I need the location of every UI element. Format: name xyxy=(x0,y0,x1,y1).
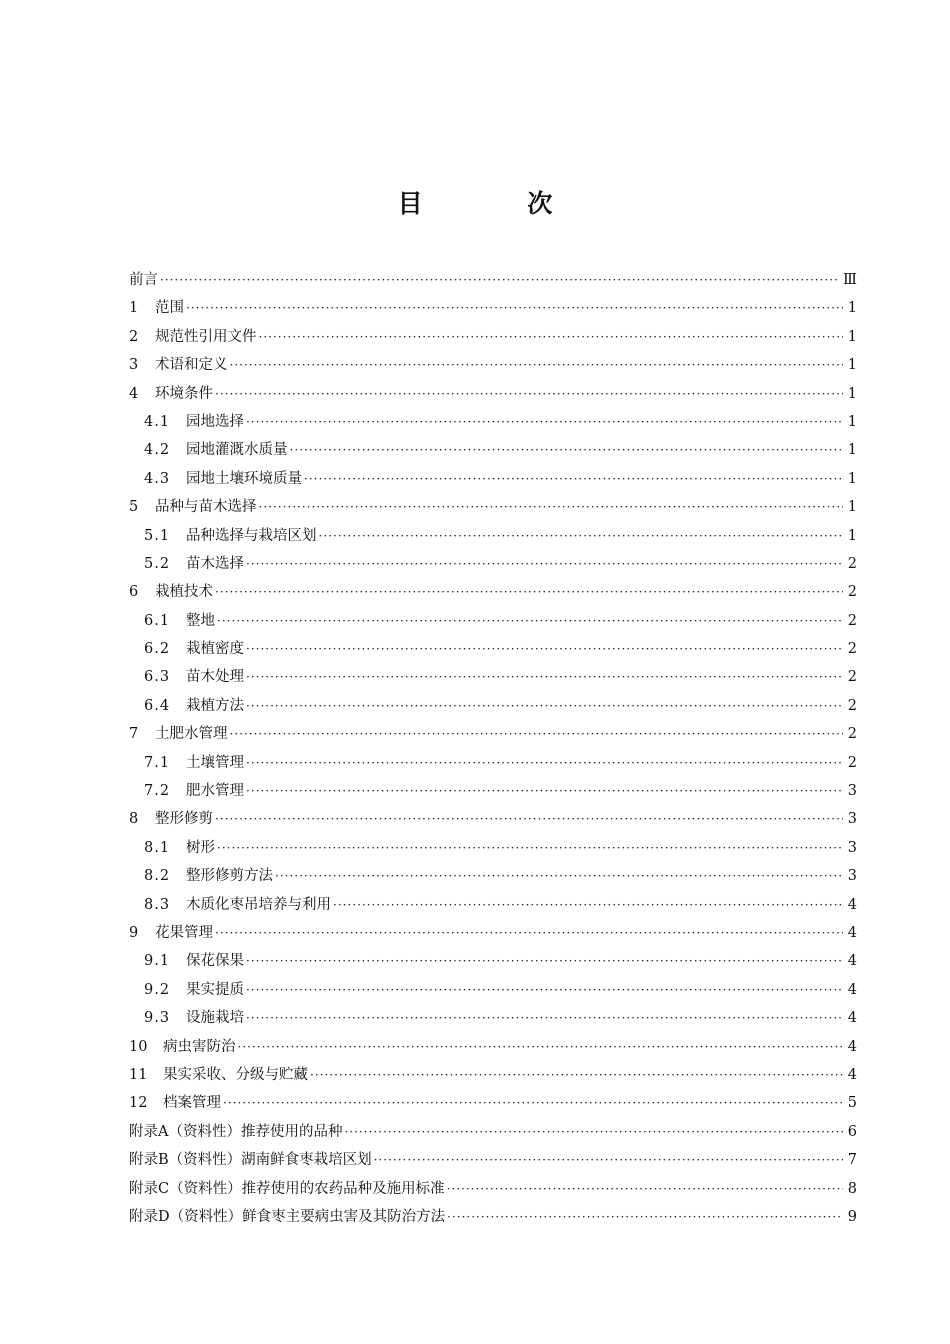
toc-entry-title: 土肥水管理 xyxy=(155,726,228,743)
toc-dot-leader xyxy=(374,1146,843,1174)
toc-entry-number: 8.1 xyxy=(144,839,171,856)
toc-dot-leader xyxy=(447,1203,843,1231)
toc-entry-page-number: 1 xyxy=(847,300,857,317)
toc-entry-title: 附录D（资料性）鲜食枣主要病虫害及其防治方法 xyxy=(129,1208,446,1225)
toc-entry[interactable] xyxy=(129,1004,857,1032)
toc-entry-title: 园地选择 xyxy=(186,413,244,430)
toc-entry[interactable] xyxy=(129,777,857,805)
toc-dot-leader xyxy=(246,550,843,578)
toc-entry-page-number: Ⅲ xyxy=(843,272,857,288)
toc-dot-leader xyxy=(333,891,843,919)
toc-dot-leader xyxy=(217,607,843,635)
toc-entry-page-number: 4 xyxy=(847,1066,857,1083)
toc-dot-leader xyxy=(304,465,843,493)
toc-entry[interactable] xyxy=(129,294,857,322)
toc-entry-page-number: 3 xyxy=(847,811,857,828)
toc-entry-page-number: 1 xyxy=(847,499,857,516)
toc-entry-title: 果实采收、分级与贮藏 xyxy=(163,1066,308,1083)
toc-entry-number: 6.3 xyxy=(144,669,171,686)
toc-dot-leader xyxy=(215,380,843,408)
toc-dot-leader xyxy=(275,862,843,890)
toc-entry-page-number: 2 xyxy=(847,669,857,686)
toc-entry[interactable] xyxy=(129,380,857,408)
toc-entry-page-number: 4 xyxy=(847,924,857,941)
toc-entry-title: 术语和定义 xyxy=(155,357,228,374)
toc-entry-page-number: 2 xyxy=(847,726,857,743)
toc-entry[interactable] xyxy=(129,919,857,947)
toc-entry-title: 规范性引用文件 xyxy=(155,328,257,345)
toc-entry[interactable] xyxy=(129,1089,857,1117)
toc-dot-leader xyxy=(246,408,843,436)
toc-entry-page-number: 3 xyxy=(847,839,857,856)
toc-entry-number: 3 xyxy=(129,357,139,374)
toc-dot-leader xyxy=(215,578,843,606)
toc-entry-title: 土壤管理 xyxy=(186,754,244,771)
toc-entry[interactable] xyxy=(129,323,857,351)
toc-entry-number: 8.3 xyxy=(144,896,171,913)
toc-entry-title: 环境条件 xyxy=(155,385,213,402)
toc-entry-title: 苗木选择 xyxy=(186,555,244,572)
toc-entry-page-number: 2 xyxy=(847,641,857,658)
toc-entry-page-number: 5 xyxy=(847,1095,857,1112)
toc-entry[interactable] xyxy=(129,1203,857,1231)
toc-entry-number: 6 xyxy=(129,584,139,601)
toc-entry[interactable] xyxy=(129,720,857,748)
toc-entry-number: 4.1 xyxy=(144,413,171,430)
toc-dot-leader xyxy=(344,1118,843,1146)
toc-entry-title: 栽植技术 xyxy=(155,584,213,601)
toc-entry[interactable] xyxy=(129,351,857,379)
toc-entry-title: 附录A（资料性）推荐使用的品种 xyxy=(129,1123,343,1140)
toc-dot-leader xyxy=(217,834,843,862)
toc-entry[interactable] xyxy=(129,522,857,550)
toc-entry-number: 4.2 xyxy=(144,442,171,459)
toc-entry[interactable] xyxy=(129,635,857,663)
toc-entry-number: 5 xyxy=(129,499,139,516)
toc-entry-title: 园地灌溉水质量 xyxy=(186,442,288,459)
toc-entry[interactable] xyxy=(129,663,857,691)
toc-entry-title: 设施栽培 xyxy=(186,1010,244,1027)
toc-entry[interactable] xyxy=(129,493,857,521)
toc-entry[interactable] xyxy=(129,607,857,635)
toc-entry[interactable] xyxy=(129,465,857,493)
toc-entry-title: 范围 xyxy=(155,300,184,317)
toc-entry[interactable] xyxy=(129,834,857,862)
toc-entry-page-number: 4 xyxy=(847,1038,857,1055)
toc-entry-page-number: 1 xyxy=(847,527,857,544)
toc-entry-page-number: 7 xyxy=(847,1152,857,1169)
toc-entry-title: 花果管理 xyxy=(155,924,213,941)
toc-entry[interactable] xyxy=(129,550,857,578)
toc-entry-title: 整形修剪 xyxy=(155,811,213,828)
toc-entry-number: 11 xyxy=(129,1066,148,1083)
toc-dot-leader xyxy=(223,1089,843,1117)
toc-dot-leader xyxy=(246,1004,843,1032)
toc-dot-leader xyxy=(246,663,843,691)
toc-dot-leader xyxy=(160,266,839,294)
toc-dot-leader xyxy=(238,1033,844,1061)
toc-dot-leader xyxy=(447,1175,843,1203)
toc-entry-page-number: 4 xyxy=(847,981,857,998)
toc-entry-title: 树形 xyxy=(186,839,215,856)
toc-entry-title: 保花保果 xyxy=(186,953,244,970)
toc-entry-title: 前言 xyxy=(129,272,158,288)
toc-entry-page-number: 3 xyxy=(847,868,857,885)
toc-dot-leader xyxy=(259,323,844,351)
toc-entry-page-number: 1 xyxy=(847,413,857,430)
toc-entry-number: 9.3 xyxy=(144,1010,171,1027)
toc-entry-number: 10 xyxy=(129,1038,148,1055)
toc-entry-number: 8.2 xyxy=(144,868,171,885)
toc-entry-number: 7 xyxy=(129,726,139,743)
toc-entry[interactable] xyxy=(129,976,857,1004)
toc-entry-title: 栽植密度 xyxy=(186,641,244,658)
toc-entry-title: 病虫害防治 xyxy=(163,1038,236,1055)
toc-entry-number: 7.2 xyxy=(144,783,171,800)
toc-entry-title: 苗木处理 xyxy=(186,669,244,686)
toc-entry[interactable] xyxy=(129,692,857,720)
toc-entry[interactable] xyxy=(129,862,857,890)
toc-dot-leader xyxy=(246,777,843,805)
toc-entry[interactable] xyxy=(129,805,857,833)
toc-dot-leader xyxy=(215,805,843,833)
toc-entry-page-number: 2 xyxy=(847,754,857,771)
toc-entry[interactable] xyxy=(129,891,857,919)
toc-entry-number: 6.4 xyxy=(144,697,171,714)
toc-entry-title: 品种与苗木选择 xyxy=(155,499,257,516)
toc-dot-leader xyxy=(246,692,843,720)
toc-dot-leader xyxy=(246,976,843,1004)
toc-entry-page-number: 2 xyxy=(847,555,857,572)
toc-entry[interactable] xyxy=(129,1033,857,1061)
toc-entry-page-number: 2 xyxy=(847,584,857,601)
toc-entry-page-number: 1 xyxy=(847,328,857,345)
toc-dot-leader xyxy=(246,947,843,975)
toc-entry-number: 6.1 xyxy=(144,612,171,629)
toc-entry-number: 9.1 xyxy=(144,953,171,970)
toc-entry-page-number: 4 xyxy=(847,896,857,913)
toc-entry-number: 1 xyxy=(129,300,139,317)
toc-entry-title: 木质化枣吊培养与利用 xyxy=(186,896,331,913)
toc-dot-leader xyxy=(259,493,844,521)
toc-entry[interactable] xyxy=(129,578,857,606)
toc-entry-title: 整地 xyxy=(186,612,215,629)
toc-entry-title: 档案管理 xyxy=(163,1095,221,1112)
toc-entry-number: 2 xyxy=(129,328,139,345)
toc-entry-number: 4 xyxy=(129,385,139,402)
toc-entry-page-number: 2 xyxy=(847,697,857,714)
toc-entry[interactable] xyxy=(129,266,857,294)
toc-entry-page-number: 4 xyxy=(847,1010,857,1027)
toc-entry[interactable] xyxy=(129,1146,857,1174)
toc-entry-number: 12 xyxy=(129,1095,148,1112)
toc-entry-page-number: 9 xyxy=(847,1208,857,1225)
toc-entry-page-number: 8 xyxy=(847,1180,857,1197)
toc-dot-leader xyxy=(230,720,844,748)
toc-entry-title: 附录C（资料性）推荐使用的农药品种及施用标准 xyxy=(129,1180,445,1197)
toc-entry[interactable] xyxy=(129,408,857,436)
toc-entry-page-number: 4 xyxy=(847,953,857,970)
toc-entry-number: 7.1 xyxy=(144,754,171,771)
toc-dot-leader xyxy=(310,1061,843,1089)
toc-entry-number: 5.1 xyxy=(144,527,171,544)
toc-entry[interactable] xyxy=(129,436,857,464)
toc-entry-page-number: 1 xyxy=(847,357,857,374)
toc-entry[interactable] xyxy=(129,1061,857,1089)
toc-entry-title: 肥水管理 xyxy=(186,783,244,800)
toc-entry-page-number: 1 xyxy=(847,442,857,459)
toc-entry-title: 栽植方法 xyxy=(186,697,244,714)
toc-entry-number: 5.2 xyxy=(144,555,171,572)
toc-dot-leader xyxy=(186,294,843,322)
toc-entry[interactable] xyxy=(129,749,857,777)
toc-dot-leader xyxy=(290,436,844,464)
toc-entry-title: 果实提质 xyxy=(186,981,244,998)
toc-entry[interactable] xyxy=(129,947,857,975)
toc-entry-page-number: 1 xyxy=(847,385,857,402)
toc-entry-number: 9.2 xyxy=(144,981,171,998)
toc-entry[interactable] xyxy=(129,1118,857,1146)
toc-entry-title: 园地土壤环境质量 xyxy=(186,470,302,487)
table-of-contents xyxy=(129,266,857,1231)
toc-dot-leader xyxy=(246,635,843,663)
toc-entry[interactable] xyxy=(129,1175,857,1203)
toc-dot-leader xyxy=(319,522,844,550)
toc-entry-title: 品种选择与栽培区划 xyxy=(186,527,317,544)
toc-entry-number: 4.3 xyxy=(144,470,171,487)
toc-dot-leader xyxy=(230,351,844,379)
toc-entry-number: 9 xyxy=(129,924,139,941)
toc-entry-page-number: 2 xyxy=(847,612,857,629)
toc-dot-leader xyxy=(215,919,843,947)
toc-entry-page-number: 1 xyxy=(847,470,857,487)
toc-dot-leader xyxy=(246,749,843,777)
toc-entry-number: 8 xyxy=(129,811,139,828)
toc-entry-title: 整形修剪方法 xyxy=(186,868,273,885)
toc-entry-number: 6.2 xyxy=(144,641,171,658)
toc-entry-page-number: 3 xyxy=(847,783,857,800)
toc-entry-page-number: 6 xyxy=(847,1123,857,1140)
toc-entry-title: 附录B（资料性）湖南鲜食枣栽培区划 xyxy=(129,1152,372,1169)
page-title: 目 次 xyxy=(397,189,601,218)
